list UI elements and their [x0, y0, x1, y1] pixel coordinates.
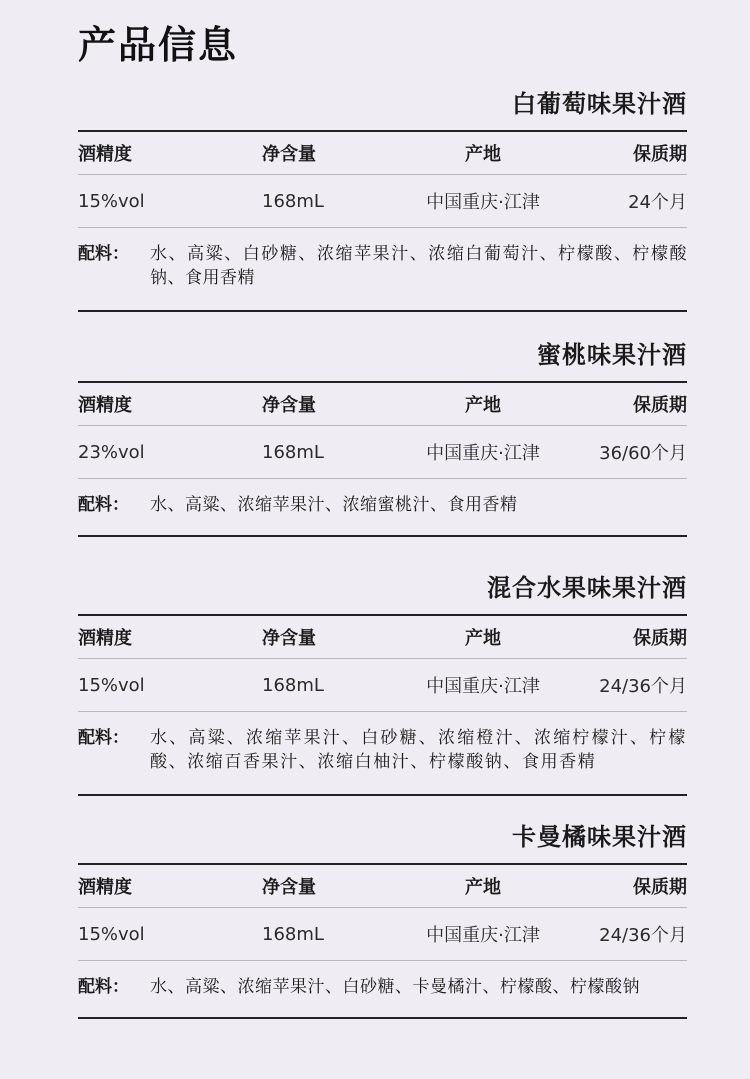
- header-abv: 酒精度: [78, 628, 132, 649]
- value-shelf-life: 24/36个月: [599, 676, 687, 697]
- divider: [78, 310, 687, 312]
- product-section-white-grape: [78, 84, 687, 312]
- value-shelf-life: 24/36个月: [599, 925, 687, 946]
- header-origin: 产地: [465, 877, 501, 898]
- spec-header-row: [78, 132, 687, 174]
- divider: [78, 535, 687, 537]
- value-volume: 168mL: [262, 923, 324, 945]
- value-abv: 15%vol: [78, 923, 145, 945]
- ingredients-text: 水、高粱、浓缩苹果汁、浓缩蜜桃汁、食用香精: [150, 495, 518, 515]
- product-name: 蜜桃味果汁酒: [537, 341, 687, 369]
- header-abv: 酒精度: [78, 144, 132, 165]
- page-title: 产品信息: [78, 23, 239, 67]
- spec-value-row: [78, 426, 687, 478]
- header-shelf-life: 保质期: [633, 395, 687, 416]
- header-origin: 产地: [465, 628, 501, 649]
- product-name: 混合水果味果汁酒: [487, 574, 687, 602]
- ingredients-text: 水、高粱、白砂糖、浓缩苹果汁、浓缩白葡萄汁、柠檬酸、柠檬酸钠、食用香精: [150, 244, 687, 288]
- header-volume: 净含量: [262, 628, 316, 649]
- value-abv: 15%vol: [78, 674, 145, 696]
- value-origin: 中国重庆·江津: [426, 925, 540, 946]
- value-shelf-life: 36/60个月: [599, 443, 687, 464]
- value-shelf-life: 24个月: [628, 192, 687, 213]
- ingredients-row: [78, 228, 687, 310]
- value-abv: 15%vol: [78, 190, 145, 212]
- header-volume: 净含量: [262, 144, 316, 165]
- ingredients-label: 配料：: [78, 977, 129, 997]
- ingredients-label: 配料：: [78, 495, 129, 515]
- divider: [78, 794, 687, 796]
- header-shelf-life: 保质期: [633, 877, 687, 898]
- ingredients-text: 水、高粱、浓缩苹果汁、白砂糖、浓缩橙汁、浓缩柠檬汁、柠檬酸、浓缩百香果汁、浓缩白柚汁、柠檬酸钠、食用香精: [150, 728, 687, 772]
- divider: [78, 1017, 687, 1019]
- product-section-mixed-fruit: [78, 568, 687, 796]
- spec-header-row: [78, 865, 687, 907]
- ingredients-row: [78, 961, 687, 1017]
- header-abv: 酒精度: [78, 877, 132, 898]
- header-volume: 净含量: [262, 395, 316, 416]
- value-abv: 23%vol: [78, 441, 145, 463]
- ingredients-row: [78, 479, 687, 535]
- product-name: 卡曼橘味果汁酒: [512, 823, 687, 851]
- ingredients-row: [78, 712, 687, 794]
- spec-value-row: [78, 175, 687, 227]
- product-section-calamansi: [78, 817, 687, 1019]
- header-origin: 产地: [465, 144, 501, 165]
- value-origin: 中国重庆·江津: [426, 192, 540, 213]
- header-volume: 净含量: [262, 877, 316, 898]
- value-volume: 168mL: [262, 441, 324, 463]
- value-origin: 中国重庆·江津: [426, 676, 540, 697]
- spec-header-row: [78, 616, 687, 658]
- product-name: 白葡萄味果汁酒: [512, 90, 687, 118]
- spec-value-row: [78, 908, 687, 960]
- ingredients-text: 水、高粱、浓缩苹果汁、白砂糖、卡曼橘汁、柠檬酸、柠檬酸钠: [150, 977, 640, 997]
- product-section-peach: [78, 335, 687, 537]
- ingredients-label: 配料：: [78, 244, 129, 264]
- spec-value-row: [78, 659, 687, 711]
- header-abv: 酒精度: [78, 395, 132, 416]
- value-volume: 168mL: [262, 674, 324, 696]
- value-volume: 168mL: [262, 190, 324, 212]
- spec-header-row: [78, 383, 687, 425]
- header-shelf-life: 保质期: [633, 144, 687, 165]
- value-origin: 中国重庆·江津: [426, 443, 540, 464]
- header-shelf-life: 保质期: [633, 628, 687, 649]
- header-origin: 产地: [465, 395, 501, 416]
- ingredients-label: 配料：: [78, 728, 129, 748]
